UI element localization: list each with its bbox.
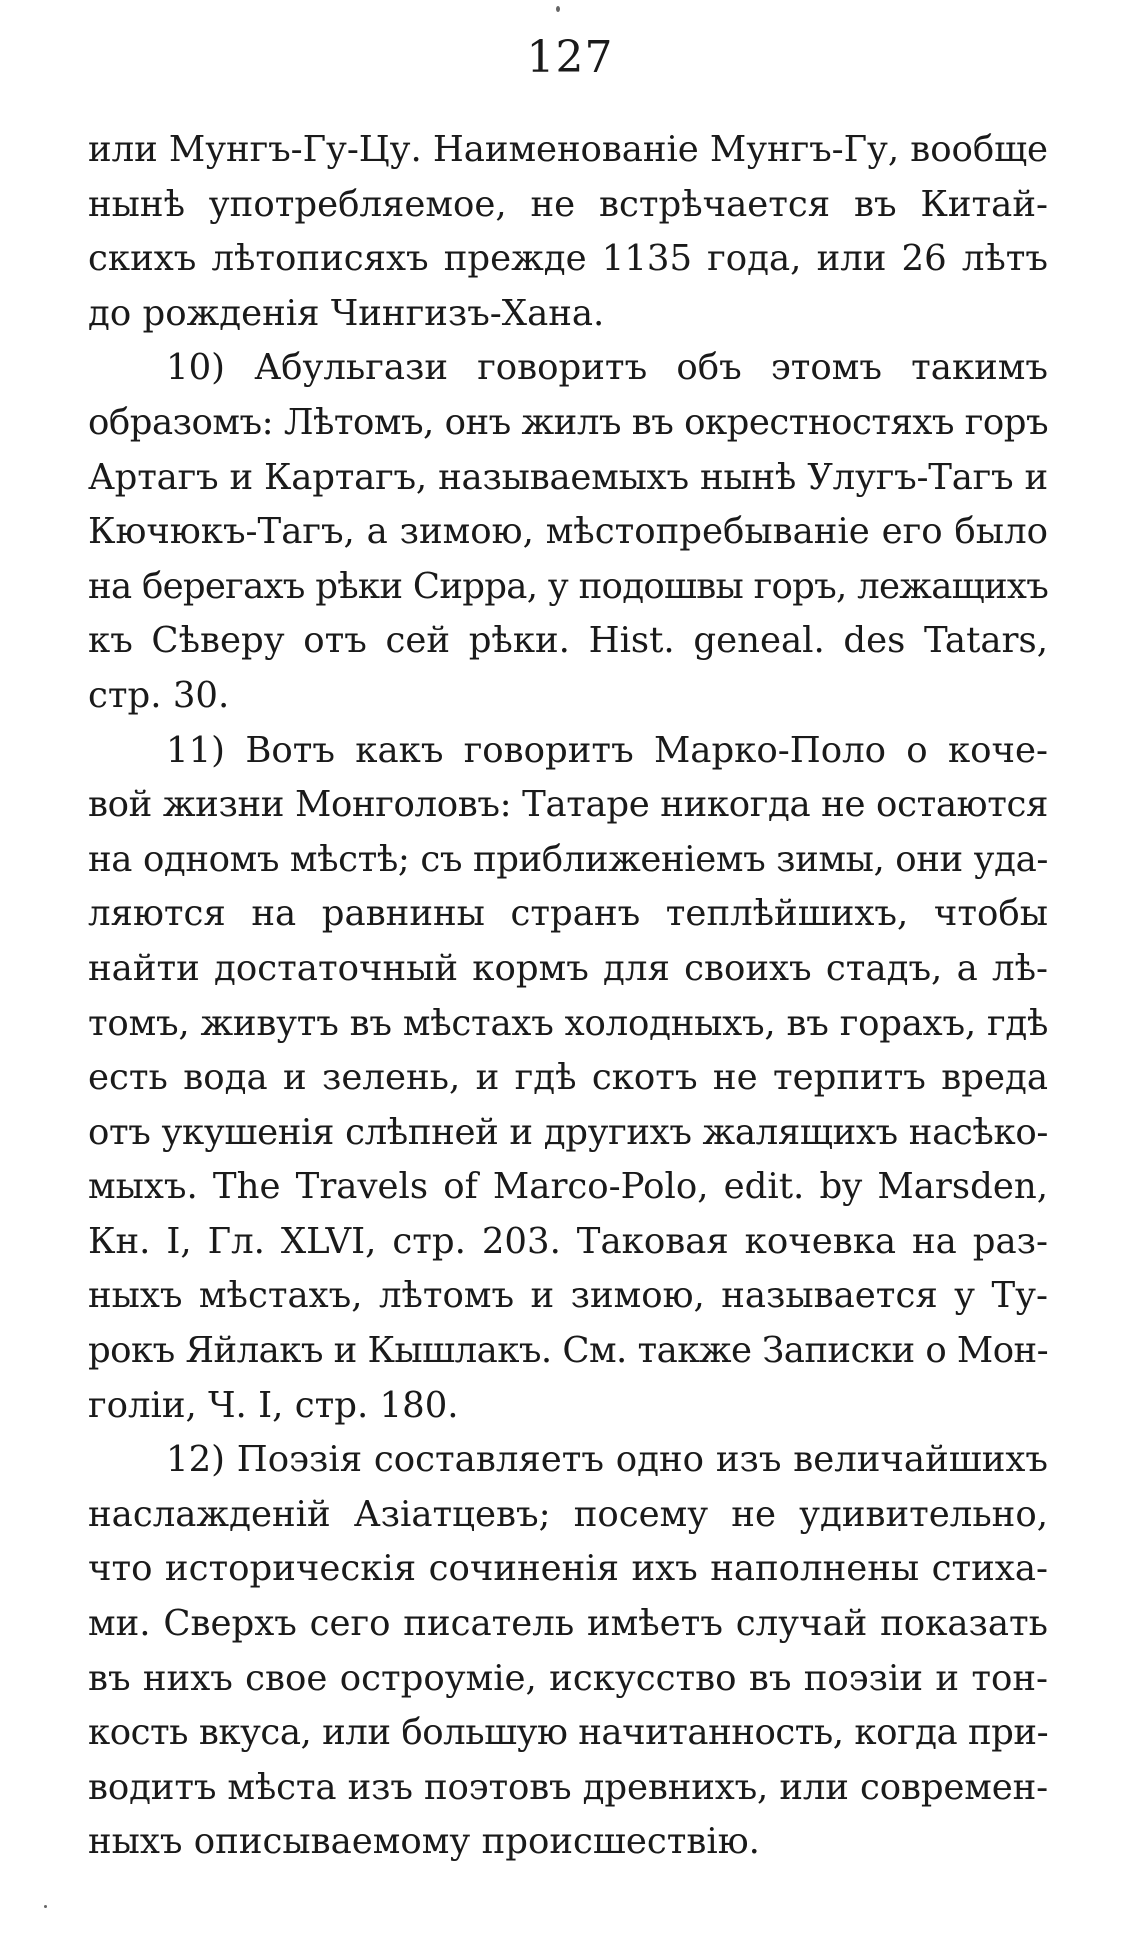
text-line: рокъ Яйлакъ и Кышлакъ. См. также Записки о Мон- [88,1330,1049,1372]
text-line: скихъ лѣтописяхъ прежде 1135 года, или 26 лѣтъ [88,238,1048,280]
text-line: Артагъ и Картагъ, называемыхъ нынѣ Улугъ-Тагъ и [88,456,1048,498]
text-line: или Мунгъ-Гу-Цу. Наименованіе Мунгъ-Гу, вообще [88,129,1048,170]
text-line: къ Сѣверу отъ сей рѣки. Hist. geneal. des Tatars, [88,620,1048,662]
scan-speck [556,6,560,12]
main-text [88,123,1048,1870]
text-line: ныхъ описываемому происшествію. [88,1821,760,1863]
text-line: Кн. I, Гл. XLVI, стр. 203. Таковая кочевка на раз- [88,1220,1048,1262]
text-line: стр. 30. [88,674,230,716]
text-line: ныхъ мѣстахъ, лѣтомъ и зимою, называется у Ту- [88,1275,1048,1317]
text-line: на одномъ мѣстѣ; съ приближеніемъ зимы, они уда- [88,838,1048,880]
text-line: найти достаточный кормъ для своихъ стадъ, а лѣ- [88,947,1048,989]
text-line: Кючюкъ-Тагъ, а зимою, мѣстопребываніе его было [88,511,1048,553]
text-line: кость вкуса, или большую начитанность, когда при- [88,1712,1049,1754]
note-11-first-line: 11) Вотъ какъ говоритъ Марко-Поло о коче- [166,729,1048,771]
text-line: что историческія сочиненія ихъ наполнены стиха- [88,1548,1048,1590]
page-number: 127 [526,32,614,83]
text-line: въ нихъ свое остроуміе, искусство въ поэзіи и тон- [88,1657,1048,1699]
text-line: образомъ: Лѣтомъ, онъ жилъ въ окрестностяхъ горъ [88,401,1049,443]
scan-speck [44,1905,47,1908]
text-line: ляются на равнины странъ теплѣйшихъ, чтобы [88,893,1048,935]
text-line: до рожденія Чингизъ-Хана. [88,292,605,334]
text-line: наслажденій Азіатцевъ; посему не удивительно, [88,1493,1048,1535]
text-line: отъ укушенія слѣпней и другихъ жалящихъ насѣко- [88,1111,1048,1153]
text-line: мыхъ. The Travels of Marco-Polo, edit. by Marsden, [88,1166,1048,1208]
text-line: есть вода и зелень, и гдѣ скотъ не терпитъ вреда [88,1057,1048,1099]
text-line: водитъ мѣста изъ поэтовъ древнихъ, или современ- [88,1766,1048,1808]
note-10-first-line: 10) Абульгази говоритъ объ этомъ такимъ [166,347,1048,389]
text-line: ми. Сверхъ сего писатель имѣетъ случай показать [88,1603,1048,1645]
text-line: голіи, Ч. I, стр. 180. [88,1384,459,1426]
text-line: нынѣ употребляемое, не встрѣчается въ Китай- [88,183,1048,225]
text-line: вой жизни Монголовъ: Татаре никогда не остаются [88,784,1049,826]
text-line: на берегахъ рѣки Сирра, у подошвы горъ, лежащихъ [88,565,1049,607]
note-12-first-line: 12) Поэзія составляетъ одно изъ величайшихъ [166,1439,1048,1481]
text-line: томъ, живутъ въ мѣстахъ холодныхъ, въ горахъ, гдѣ [88,1002,1049,1044]
